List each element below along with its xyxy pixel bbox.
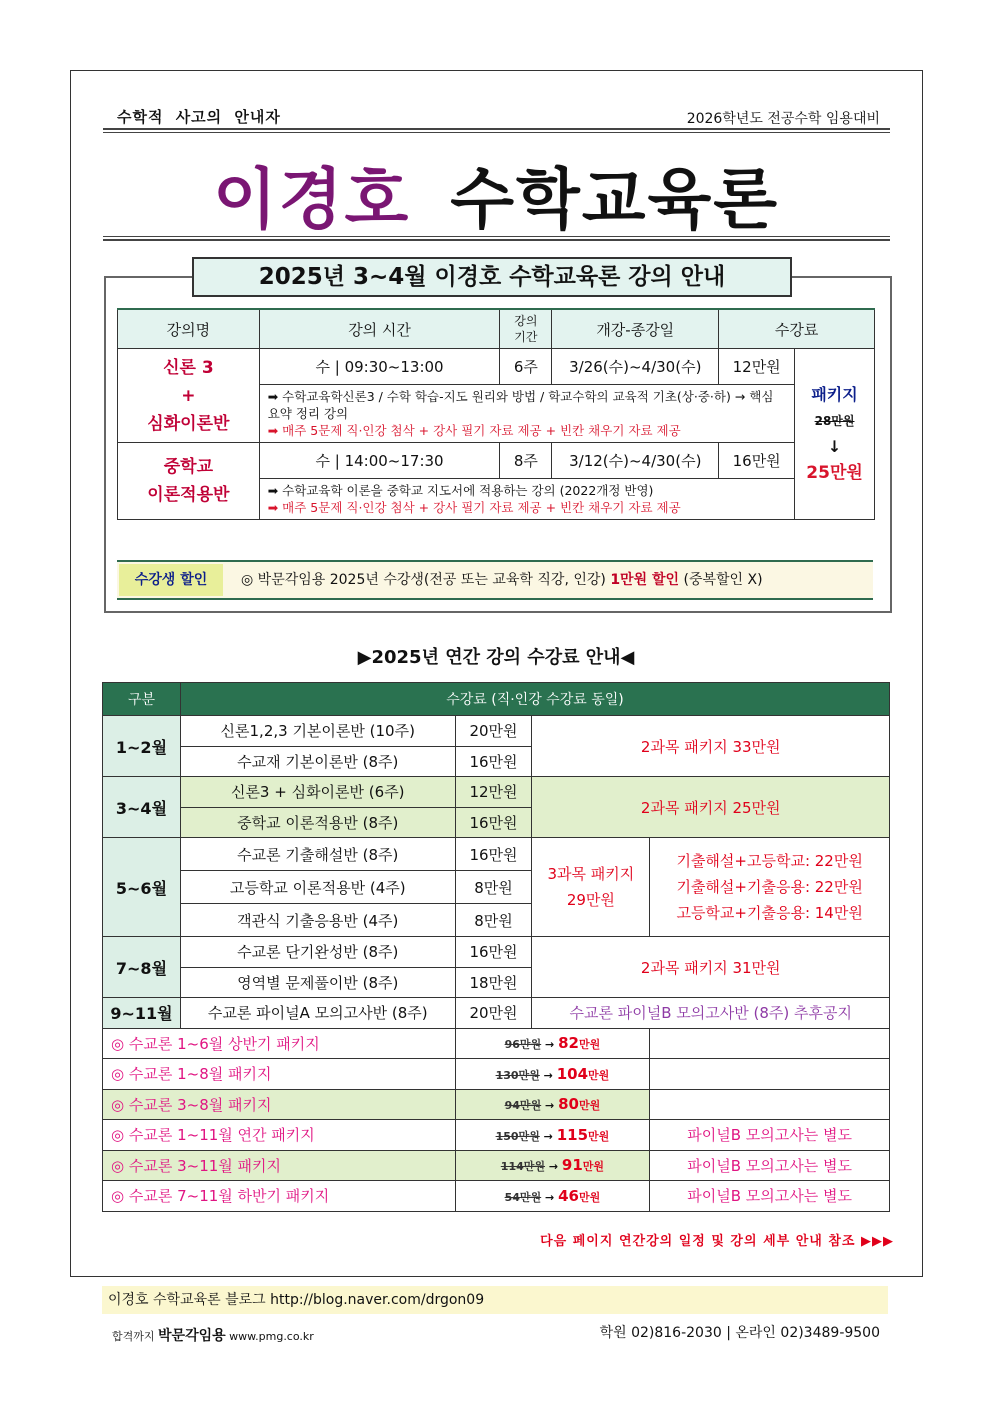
package-note: 파이널B 모의고사는 별도 (650, 1150, 890, 1181)
annual-fee: 18만원 (455, 967, 532, 998)
month-3-4: 3~4월 (103, 777, 181, 838)
annual-course: 고등학교 이론적용반 (4주) (180, 871, 455, 904)
month-7-8: 7~8월 (103, 937, 181, 998)
package-price: 114만원 → 91만원 (455, 1150, 650, 1181)
course-desc-2: ➡ 수학교육학 이론을 중학교 지도서에 적용하는 강의 (2022개정 반영) ➡ 매주 5문제 직·인강 첨삭 + 강사 필기 자료 제공 + 빈칸 채우기 자료 제공 (259, 479, 794, 520)
col-course-name: 강의명 (118, 309, 260, 349)
package-name: ◎ 수교론 1~11월 연간 패키지 (103, 1120, 456, 1151)
blog-link[interactable]: 이경호 수학교육론 블로그 http://blog.naver.com/drgon09 (102, 1286, 888, 1314)
annual-fee-table (102, 682, 890, 1212)
package-name: ◎ 수교론 1~6월 상반기 패키지 (103, 1028, 456, 1059)
discount-label: 수강생 할인 (119, 564, 223, 596)
annual-course: 신론1,2,3 기본이론반 (10주) (180, 716, 455, 747)
annual-course: 수교재 기본이론반 (8주) (180, 746, 455, 777)
annual-package: 2과목 패키지 25만원 (532, 777, 890, 838)
course-fee-2: 16만원 (719, 443, 795, 479)
discount-highlight: 1만원 할인 (610, 572, 680, 588)
annual-col-fee: 수강료 (직·인강 수강료 동일) (180, 683, 889, 716)
package-price: 96만원 → 82만원 (455, 1028, 650, 1059)
annual-course: 중학교 이론적용반 (8주) (180, 807, 455, 838)
annual-fee: 16만원 (455, 937, 532, 968)
annual-fee: 20만원 (455, 998, 532, 1029)
annual-package: 2과목 패키지 31만원 (532, 937, 890, 998)
package-note (650, 1028, 890, 1059)
package-note: 파이널B 모의고사는 별도 (650, 1181, 890, 1212)
package-price: 54만원 → 46만원 (455, 1181, 650, 1212)
col-time: 강의 시간 (259, 309, 500, 349)
discount-row (117, 560, 873, 600)
annual-fee: 8만원 (455, 871, 532, 904)
contact-info: 학원 02)816-2030 | 온라인 02)3489-9500 (599, 1325, 880, 1341)
lecture-table (117, 308, 875, 520)
course-weeks-2: 8주 (500, 443, 552, 479)
package-note (650, 1059, 890, 1090)
annual-package: 2과목 패키지 33만원 (532, 716, 890, 777)
annual-course: 수교론 기출해설반 (8주) (180, 838, 455, 871)
course-time-2: 수 | 14:00~17:30 (259, 443, 500, 479)
package-name: ◎ 수교론 3~8월 패키지 (103, 1089, 456, 1120)
course-dates-2: 3/12(수)~4/30(수) (552, 443, 719, 479)
course-time-1: 수 | 09:30~13:00 (259, 349, 500, 385)
month-9-11: 9~11월 (103, 998, 181, 1029)
discount-note: (중복할인 X) (683, 572, 763, 588)
annual-course: 신론3 + 심화이론반 (6주) (180, 777, 455, 808)
package-note: 파이널B 모의고사는 별도 (650, 1120, 890, 1151)
top-divider (103, 128, 890, 133)
annual-fee: 12만원 (455, 777, 532, 808)
package-name: ◎ 수교론 7~11월 하반기 패키지 (103, 1181, 456, 1212)
annual-course: 수교론 단기완성반 (8주) (180, 937, 455, 968)
package-price: 130만원 → 104만원 (455, 1059, 650, 1090)
tagline: 수학적 사고의 안내자 (117, 108, 281, 126)
package-note (650, 1089, 890, 1120)
year-note: 2026학년도 전공수학 임용대비 (686, 111, 880, 127)
annual-fee: 8만원 (455, 904, 532, 937)
annual-fee: 16만원 (455, 746, 532, 777)
annual-course: 객관식 기출응용반 (4주) (180, 904, 455, 937)
package-price: 94만원 → 80만원 (455, 1089, 650, 1120)
package-price: 150만원 → 115만원 (455, 1120, 650, 1151)
col-period: 강의 기간 (500, 309, 552, 349)
col-fee: 수강료 (719, 309, 875, 349)
package-price: 패키지 28만원 ↓ 25만원 (795, 349, 875, 520)
course-fee-1: 12만원 (719, 349, 795, 385)
annual-section-title: ▶2025년 연간 강의 수강료 안내◀ (357, 647, 635, 668)
title-name: 이경호 (212, 161, 411, 238)
month-1-2: 1~2월 (103, 716, 181, 777)
annual-fee: 16만원 (455, 838, 532, 871)
page-title (0, 146, 992, 241)
course-name-1: 신론 3 + 심화이론반 (118, 349, 260, 443)
lecture-banner: 2025년 3~4월 이경호 수학교육론 강의 안내 (192, 257, 792, 297)
package-name: ◎ 수교론 3~11월 패키지 (103, 1150, 456, 1181)
annual-course: 영역별 문제풀이반 (8주) (180, 967, 455, 998)
month-5-6: 5~6월 (103, 838, 181, 937)
annual-final-b-note: 수교론 파이널B 모의고사반 (8주) 추후공지 (532, 998, 890, 1029)
annual-combos: 기출해설+고등학교: 22만원 기출해설+기출응용: 22만원 고등학교+기출응용: 14만원 (650, 838, 890, 937)
annual-package-3: 3과목 패키지 29만원 (532, 838, 650, 937)
course-name-2: 중학교 이론적용반 (118, 443, 260, 520)
annual-col-category: 구분 (103, 683, 181, 716)
discount-text: ◎ 박문각임용 2025년 수강생(전공 또는 교육학 직강, 인강) (241, 572, 606, 588)
title-divider (103, 236, 890, 241)
annual-fee: 20만원 (455, 716, 532, 747)
annual-course: 수교론 파이널A 모의고사반 (8주) (180, 998, 455, 1029)
title-subject: 수학교육론 (450, 161, 780, 238)
next-page-reference: 다음 페이지 연간강의 일정 및 강의 세부 안내 참조 ▶▶▶ (540, 1234, 894, 1249)
course-weeks-1: 6주 (500, 349, 552, 385)
pmg-logo: 합격까지 박문각임용 www.pmg.co.kr (112, 1328, 314, 1344)
package-name: ◎ 수교론 1~8월 패키지 (103, 1059, 456, 1090)
col-dates: 개강-종강일 (552, 309, 719, 349)
course-desc-1: ➡ 수학교육학신론3 / 수학 학습-지도 원리와 방법 / 학교수학의 교육적 기초(상·중·하) → 핵심 요약 정리 강의 ➡ 매주 5문제 직·인강 첨삭 + 강사 필기 자료 제공 + 빈칸 채우기 자료 제공 (259, 385, 794, 443)
annual-fee: 16만원 (455, 807, 532, 838)
course-dates-1: 3/26(수)~4/30(수) (552, 349, 719, 385)
